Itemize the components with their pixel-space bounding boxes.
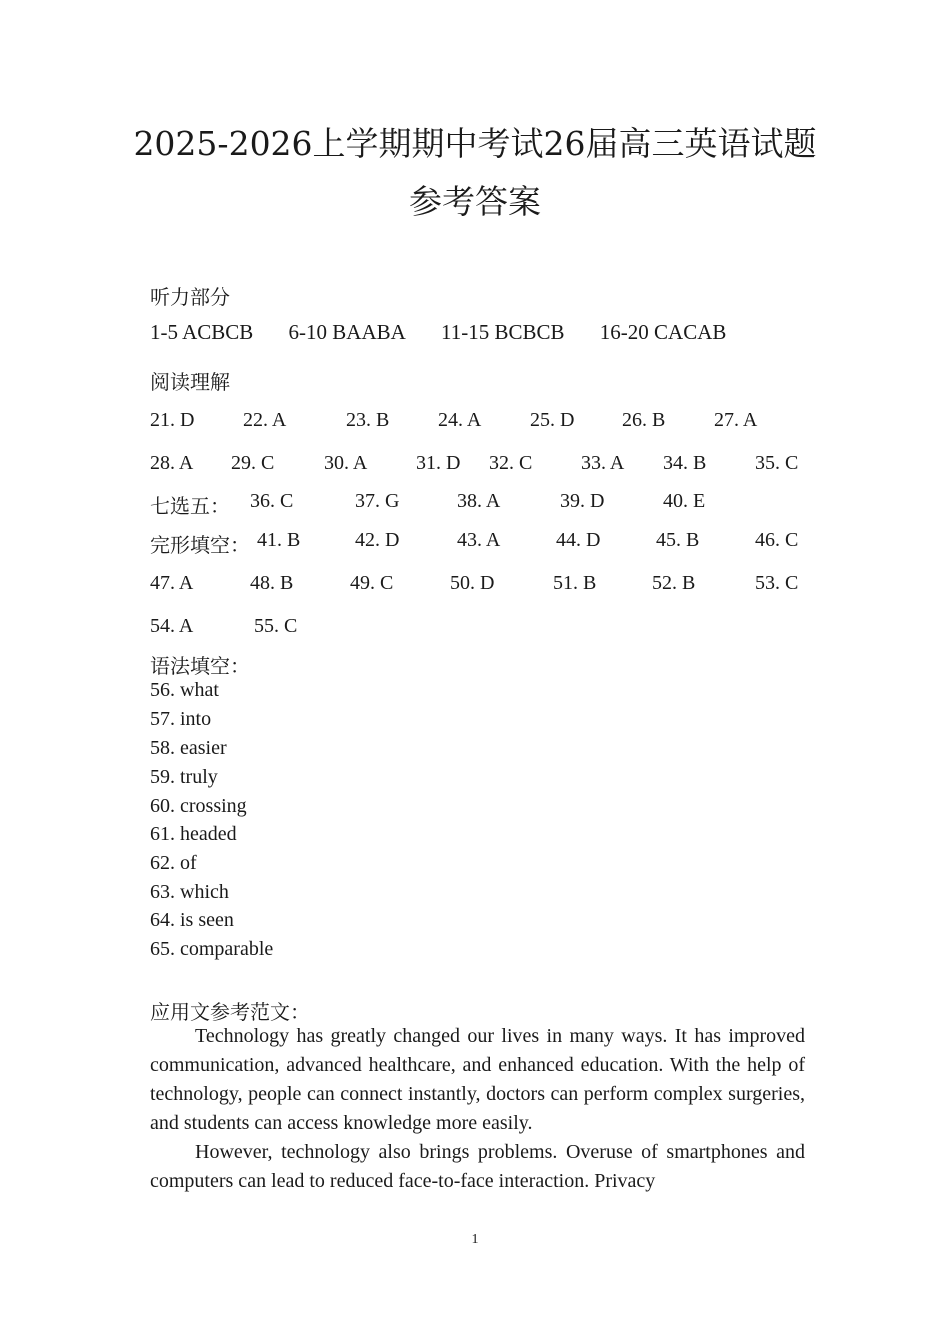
answer-item: 46. C [755, 529, 799, 551]
reading-heading: 阅读理解 [150, 370, 230, 394]
answer-item: 41. B [257, 529, 301, 551]
answer-item: 40. E [663, 490, 706, 512]
answer-item: 49. C [350, 572, 394, 594]
listening-group: 1-5 ACBCB [150, 320, 254, 344]
cloze-label: 完形填空： [150, 533, 250, 557]
essay-paragraph: However, technology also brings problems. Overuse of smartphones and computers can lead to reduced face-to-face interaction. Privacy [150, 1141, 805, 1192]
answer-item: 36. C [250, 490, 294, 512]
listening-group: 6-10 BAABA [288, 320, 406, 344]
essay-paragraph: Technology has greatly changed our lives in many ways. It has improved communication, advanced healthcare, and enhanced education. With the help of technology, people can connect instantly, doctors can perform complex surgeries, and students can access knowledge more easily. [150, 1025, 805, 1134]
answer-item: 28. A [150, 452, 194, 474]
grammar-answer: 56. what [150, 679, 219, 701]
reading-row-2 [150, 452, 810, 482]
page-number: 1 [471, 1232, 479, 1247]
cloze-row-1 [150, 529, 810, 559]
answer-item: 53. C [755, 572, 799, 594]
grammar-answer: 60. crossing [150, 795, 247, 817]
grammar-answer: 64. is seen [150, 909, 234, 931]
sample-essay [150, 1022, 805, 1196]
grammar-answer: 65. comparable [150, 938, 274, 960]
answer-item: 30. A [324, 452, 368, 474]
answer-item: 26. B [622, 409, 666, 431]
grammar-answer: 59. truly [150, 766, 218, 788]
answer-item: 50. D [450, 572, 495, 594]
answer-item: 39. D [560, 490, 605, 512]
listening-group: 16-20 CACAB [599, 320, 727, 344]
answer-item: 44. D [556, 529, 601, 551]
listening-group: 11-15 BCBCB [441, 320, 565, 344]
answer-item: 52. B [652, 572, 696, 594]
cloze-row-3 [150, 615, 810, 645]
answer-item: 24. A [438, 409, 482, 431]
answer-item: 37. G [355, 490, 400, 512]
answer-item: 55. C [254, 615, 298, 637]
document-subtitle: 参考答案 [409, 182, 541, 221]
answer-item: 25. D [530, 409, 575, 431]
grammar-answer: 58. easier [150, 737, 227, 759]
listening-answers [150, 320, 756, 345]
answer-item: 34. B [663, 452, 707, 474]
answer-item: 38. A [457, 490, 501, 512]
listening-heading: 听力部分 [150, 285, 230, 309]
answer-item: 48. B [250, 572, 294, 594]
answer-item: 31. D [416, 452, 461, 474]
answer-item: 35. C [755, 452, 799, 474]
grammar-heading: 语法填空： [150, 654, 250, 678]
grammar-answer: 63. which [150, 881, 229, 903]
grammar-answer: 57. into [150, 708, 212, 730]
cloze-row-2 [150, 572, 810, 602]
answer-item: 43. A [457, 529, 501, 551]
answer-item: 29. C [231, 452, 275, 474]
answer-item: 23. B [346, 409, 390, 431]
seven-five-row [150, 490, 810, 520]
document-title: 2025-2026上学期期中考试26届高三英语试题 [133, 124, 817, 163]
reading-row-1 [150, 409, 810, 439]
answer-item: 47. A [150, 572, 194, 594]
grammar-answer: 62. of [150, 852, 197, 874]
answer-item: 27. A [714, 409, 758, 431]
answer-item: 22. A [243, 409, 287, 431]
answer-item: 33. A [581, 452, 625, 474]
answer-item: 45. B [656, 529, 700, 551]
answer-item: 21. D [150, 409, 195, 431]
seven-five-label: 七选五： [150, 494, 230, 518]
answer-item: 42. D [355, 529, 400, 551]
grammar-answer: 61. headed [150, 823, 237, 845]
answer-item: 54. A [150, 615, 194, 637]
answer-item: 51. B [553, 572, 597, 594]
writing-heading: 应用文参考范文： [150, 1000, 310, 1024]
answer-item: 32. C [489, 452, 533, 474]
